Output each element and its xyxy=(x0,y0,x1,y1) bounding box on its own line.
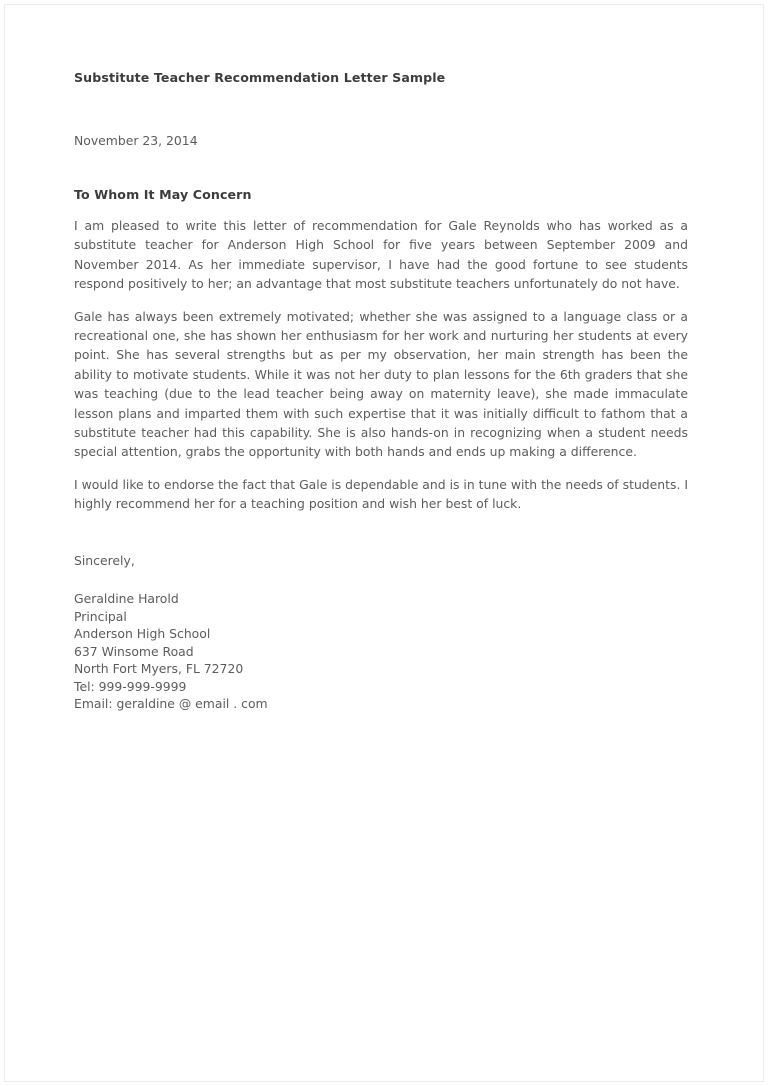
signature-block xyxy=(74,569,688,713)
letter-date: November 23, 2014 xyxy=(74,133,198,148)
letter-content xyxy=(74,70,688,713)
page-title: Substitute Teacher Recommendation Letter Sample xyxy=(74,70,446,85)
letter-salutation: To Whom It May Concern xyxy=(74,187,252,202)
signature-name: Geraldine Harold xyxy=(74,591,179,607)
signature-city-state-zip: North Fort Myers, FL 72720 xyxy=(74,661,244,677)
letter-paragraph-2: Gale has always been extremely motivated; whether she was assigned to a language class or a recreational one, she has shown her enthusiasm for her work and nurturing her students at every point. She has several strengths but as per my observation, her main strength has been the ability to motivate students. While it was not her duty to plan lessons for the 6th graders that she was teaching (due to the lead teacher being away on maternity leave), she made immaculate lesson plans and imparted them with such expertise that it was initially difficult to fathom that a substitute teacher had this capability. She is also hands-on in recognizing when a student needs special attention, grabs the opportunity with both hands and ends up making a difference. xyxy=(74,308,688,460)
signature-organization: Anderson High School xyxy=(74,626,211,642)
letter-closing: Sincerely, xyxy=(74,552,135,568)
letter-paragraph-1: I am pleased to write this letter of recommendation for Gale Reynolds who has worked as a substitute teacher for Anderson High School for five years between September 2009 and November 2014. As her immediate supervisor, I have had the good fortune to see students respond positively to her; an advantage that most substitute teachers unfortunately do not have. xyxy=(74,218,688,292)
signature-email: Email: geraldine @ email . com xyxy=(74,696,268,712)
letter-paragraph-3: I would like to endorse the fact that Gale is dependable and is in tune with the needs of students. I highly recommend her for a teaching position and wish her best of luck. xyxy=(74,476,688,512)
signature-job-title: Principal xyxy=(74,608,127,624)
signature-phone: Tel: 999-999-9999 xyxy=(74,678,187,694)
signature-street-address: 637 Winsome Road xyxy=(74,643,194,659)
